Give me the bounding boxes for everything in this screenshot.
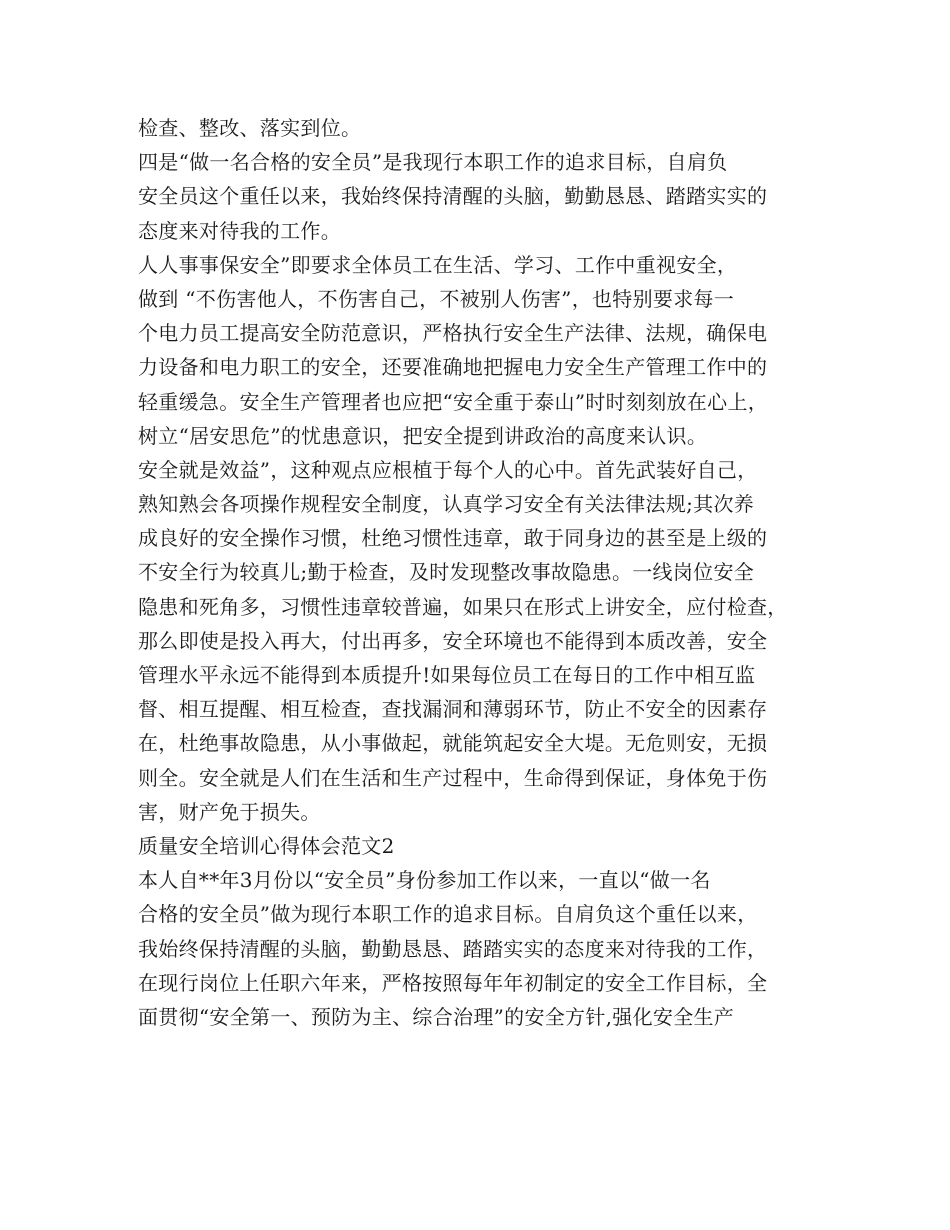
section-heading: 质量安全培训心得体会范文2 [138,833,395,858]
text-line: 则全。安全就是人们在生活和生产过程中，生命得到保证，身体免于伤 [138,765,768,790]
text-line: 力设备和电力职工的安全，还要准确地把握电力安全生产管理工作中的 [138,355,768,380]
text-line: 我始终保持清醒的头脑，勤勤恳恳、踏踏实实的态度来对待我的工作， [138,936,768,961]
text-line: 做到 “不伤害他人，不伤害自己，不被别人伤害”，也特别要求每一 [138,286,735,311]
text-line: 面贯彻“安全第一、预防为主、综合治理”的安全方针,强化安全生产 [138,1004,735,1029]
text-line: 害，财产免于损失。 [138,799,321,824]
text-line: 督、相互提醒、相互检查，查找漏洞和薄弱环节，防止不安全的因素存 [138,697,768,722]
text-line: 成良好的安全操作习惯，杜绝习惯性违章，敢于同身边的甚至是上级的 [138,526,768,551]
text-line: 在，杜绝事故隐患，从小事做起，就能筑起安全大堤。无危则安，无损 [138,731,768,756]
text-line: 树立“居安思危”的忧患意识，把安全提到讲政治的高度来认识。 [138,423,708,448]
text-line: 轻重缓急。安全生产管理者也应把“安全重于泰山”时时刻刻放在心上， [138,389,769,414]
text-line: 检查、整改、落实到位。 [138,116,362,140]
text-line: 安全员这个重任以来，我始终保持清醒的头脑，勤勤恳恳、踏踏实实的 [138,184,768,209]
text-line: 管理水平永远不能得到本质提升!如果每位员工在每日的工作中相互监 [138,663,756,687]
text-line: 合格的安全员”做为现行本职工作的追求目标。自肩负这个重任以来， [138,902,758,927]
text-line: 四是“做一名合格的安全员”是我现行本职工作的追求目标，自肩负 [138,150,728,175]
text-line: 不安全行为较真儿;勤于检查，及时发现整改事故隐患。一线岗位安全 [138,560,755,585]
text-line: 态度来对待我的工作。 [138,218,341,243]
text-line: 在现行岗位上任职六年来，严格按照每年年初制定的安全工作目标，全 [138,970,768,995]
text-line: 安全就是效益”，这种观点应根植于每个人的心中。首先武装好自己， [138,457,758,482]
text-line: 本人自**年3月份以“安全员”身份参加工作以来，一直以“做一名 [138,868,711,893]
text-line: 熟知熟会各项操作规程安全制度，认真学习安全有关法律法规;其次养 [138,492,755,517]
text-line: 人人事事保安全”即要求全体员工在生活、学习、工作中重视安全， [138,252,738,277]
document-body [138,111,828,1034]
text-line: 隐患和死角多，习惯性违章较普遍，如果只在形式上讲安全，应付检查， [138,594,788,619]
text-line: 那么即使是投入再大，付出再多，安全环境也不能得到本质改善，安全 [138,628,768,653]
text-line: 个电力员工提高安全防范意识，严格执行安全生产法律、法规，确保电 [138,321,768,346]
